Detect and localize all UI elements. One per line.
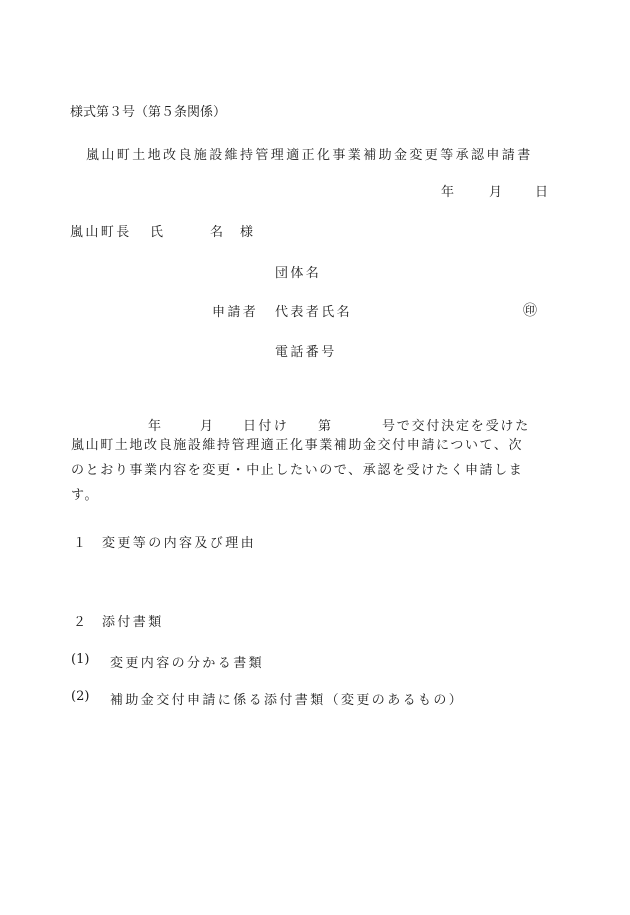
body-line1-rest: 号で交付決定を受けた [382, 419, 531, 434]
body-line-3: のとおり事業内容を変更・中止したいので、承認を受けたく申請しま [71, 463, 524, 478]
date-year-label: 年 [441, 185, 455, 200]
sub-item-2-number: (2) [71, 689, 90, 704]
body-line-2: 嵐山町土地改良施設維持管理適正化事業補助金交付申請について、次 [71, 438, 524, 453]
body-line-4: す。 [71, 488, 100, 503]
representative-name-label: 代表者氏名 [275, 305, 353, 320]
addressee-surname-label: 氏 [150, 225, 164, 240]
applicant-label: 申請者 [212, 305, 259, 320]
body-number-prefix: 第 [318, 419, 332, 434]
form-number: 様式第３号（第５条関係） [70, 105, 227, 120]
sub-item-1-number: (1) [71, 652, 90, 667]
item-2-text: 添付書類 [102, 615, 164, 630]
body-paragraph [71, 433, 549, 508]
item-2-number: ２ [73, 615, 87, 630]
addressee-given-label: 名 [210, 225, 224, 240]
item-1-text: 変更等の内容及び理由 [102, 536, 257, 551]
phone-number-label: 電話番号 [275, 345, 337, 360]
addressee-honorific: 様 [240, 225, 254, 240]
addressee-title: 嵐山町長 [70, 225, 132, 240]
date-month-label: 月 [489, 185, 503, 200]
body-year-label: 年 [148, 419, 162, 434]
sub-item-2-text: 補助金交付申請に係る添付書類（変更のあるもの） [110, 693, 465, 708]
date-day-label: 日 [535, 185, 549, 200]
organization-name-label: 団体名 [275, 266, 322, 281]
seal-mark: ㊞ [523, 303, 537, 319]
sub-item-1-text: 変更内容の分かる書類 [110, 656, 265, 671]
body-month-label: 月 [200, 419, 214, 434]
item-1-number: １ [73, 536, 87, 551]
page-title: 嵐山町土地改良施設維持管理適正化事業補助金変更等承認申請書 [86, 148, 533, 163]
body-dated-label: 日付け [243, 419, 290, 434]
